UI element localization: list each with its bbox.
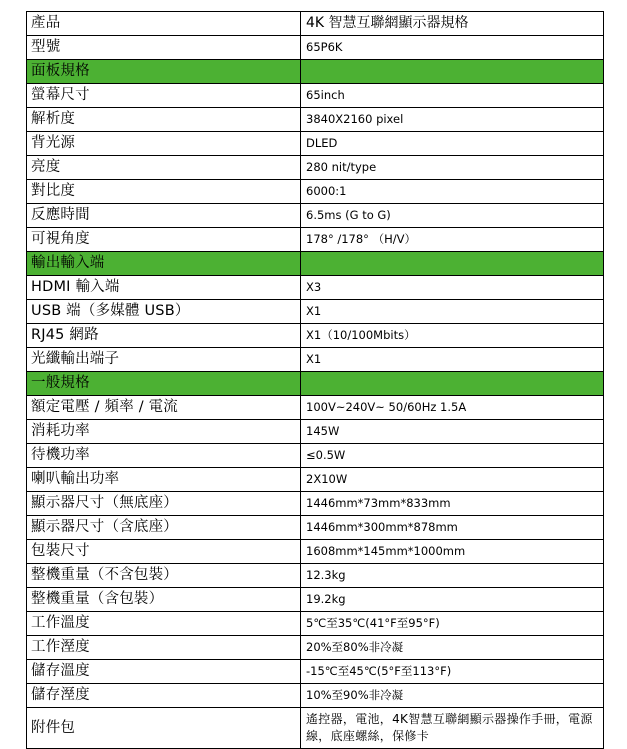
table-row (27, 636, 604, 660)
spec-label: 工作溫度 (27, 612, 301, 636)
spec-value: 12.3kg (301, 564, 604, 588)
table-row (27, 324, 604, 348)
spec-table-body (27, 12, 604, 749)
table-row (27, 564, 604, 588)
spec-label: 反應時間 (27, 204, 301, 228)
table-row (27, 300, 604, 324)
spec-label: 亮度 (27, 156, 301, 180)
spec-label: 光纖輸出端子 (27, 348, 301, 372)
spec-value: 3840X2160 pixel (301, 108, 604, 132)
spec-value: 20%至80%非冷凝 (301, 636, 604, 660)
spec-label: 對比度 (27, 180, 301, 204)
spec-value: 145W (301, 420, 604, 444)
spec-value: X1 (301, 300, 604, 324)
spec-value: 65P6K (301, 36, 604, 60)
spec-value: 1446mm*300mm*878mm (301, 516, 604, 540)
table-row (27, 108, 604, 132)
spec-label: 儲存溫度 (27, 660, 301, 684)
spec-label: 額定電壓 / 頻率 / 電流 (27, 396, 301, 420)
table-row (27, 444, 604, 468)
spec-value: 遙控器，電池，4K智慧互聯網顯示器操作手冊，電源線，底座螺絲，保修卡 (301, 708, 604, 749)
spec-label: 附件包 (27, 708, 301, 749)
section-blank-cell (301, 252, 604, 276)
spec-value: 6000:1 (301, 180, 604, 204)
spec-label: 喇叭輸出功率 (27, 468, 301, 492)
spec-label: RJ45 網路 (27, 324, 301, 348)
table-row (27, 84, 604, 108)
spec-value: 5℃至35℃(41°F至95°F) (301, 612, 604, 636)
spec-value: X1 (301, 348, 604, 372)
spec-label: 整機重量（不含包裝） (27, 564, 301, 588)
table-row (27, 612, 604, 636)
spec-label: 顯示器尺寸（無底座） (27, 492, 301, 516)
spec-value: 178° /178° （H/V） (301, 228, 604, 252)
spec-label: 可視角度 (27, 228, 301, 252)
section-blank-cell (301, 60, 604, 84)
spec-label: 螢幕尺寸 (27, 84, 301, 108)
spec-value: -15℃至45℃(5°F至113°F) (301, 660, 604, 684)
spec-label: 產品 (27, 12, 301, 36)
table-row (27, 540, 604, 564)
section-title: 一般規格 (27, 372, 301, 396)
spec-label: 包裝尺寸 (27, 540, 301, 564)
table-row (27, 660, 604, 684)
table-row (27, 276, 604, 300)
spec-label: 背光源 (27, 132, 301, 156)
spec-label: 工作溼度 (27, 636, 301, 660)
spec-value: 1608mm*145mm*1000mm (301, 540, 604, 564)
spec-label: 消耗功率 (27, 420, 301, 444)
section-header-row (27, 60, 604, 84)
table-row (27, 684, 604, 708)
table-row (27, 12, 604, 36)
section-header-row (27, 252, 604, 276)
table-row (27, 516, 604, 540)
table-row (27, 396, 604, 420)
spec-value: DLED (301, 132, 604, 156)
spec-label: HDMI 輸入端 (27, 276, 301, 300)
spec-value: 1446mm*73mm*833mm (301, 492, 604, 516)
table-row (27, 36, 604, 60)
table-row (27, 180, 604, 204)
table-row (27, 492, 604, 516)
spec-value: ≤0.5W (301, 444, 604, 468)
table-row (27, 588, 604, 612)
spec-label: 型號 (27, 36, 301, 60)
table-row (27, 132, 604, 156)
spec-label: 解析度 (27, 108, 301, 132)
spec-value: 10%至90%非冷凝 (301, 684, 604, 708)
spec-value: 19.2kg (301, 588, 604, 612)
spec-value: X3 (301, 276, 604, 300)
section-header-row (27, 372, 604, 396)
spec-label: 整機重量（含包裝） (27, 588, 301, 612)
spec-label: 顯示器尺寸（含底座） (27, 516, 301, 540)
section-title: 輸出輸入端 (27, 252, 301, 276)
spec-value: 6.5ms (G to G) (301, 204, 604, 228)
section-title: 面板規格 (27, 60, 301, 84)
spec-label: USB 端（多媒體 USB） (27, 300, 301, 324)
spec-label: 儲存溼度 (27, 684, 301, 708)
spec-value: X1（10/100Mbits） (301, 324, 604, 348)
spec-value: 100V~240V~ 50/60Hz 1.5A (301, 396, 604, 420)
table-row (27, 156, 604, 180)
spec-value: 280 nit/type (301, 156, 604, 180)
spec-value: 65inch (301, 84, 604, 108)
spec-label: 待機功率 (27, 444, 301, 468)
spec-table (26, 11, 604, 749)
table-row (27, 228, 604, 252)
table-row (27, 348, 604, 372)
section-blank-cell (301, 372, 604, 396)
spec-value: 2X10W (301, 468, 604, 492)
table-row (27, 468, 604, 492)
table-row (27, 708, 604, 749)
spec-value: 4K 智慧互聯網顯示器規格 (301, 12, 604, 36)
table-row (27, 420, 604, 444)
table-row (27, 204, 604, 228)
